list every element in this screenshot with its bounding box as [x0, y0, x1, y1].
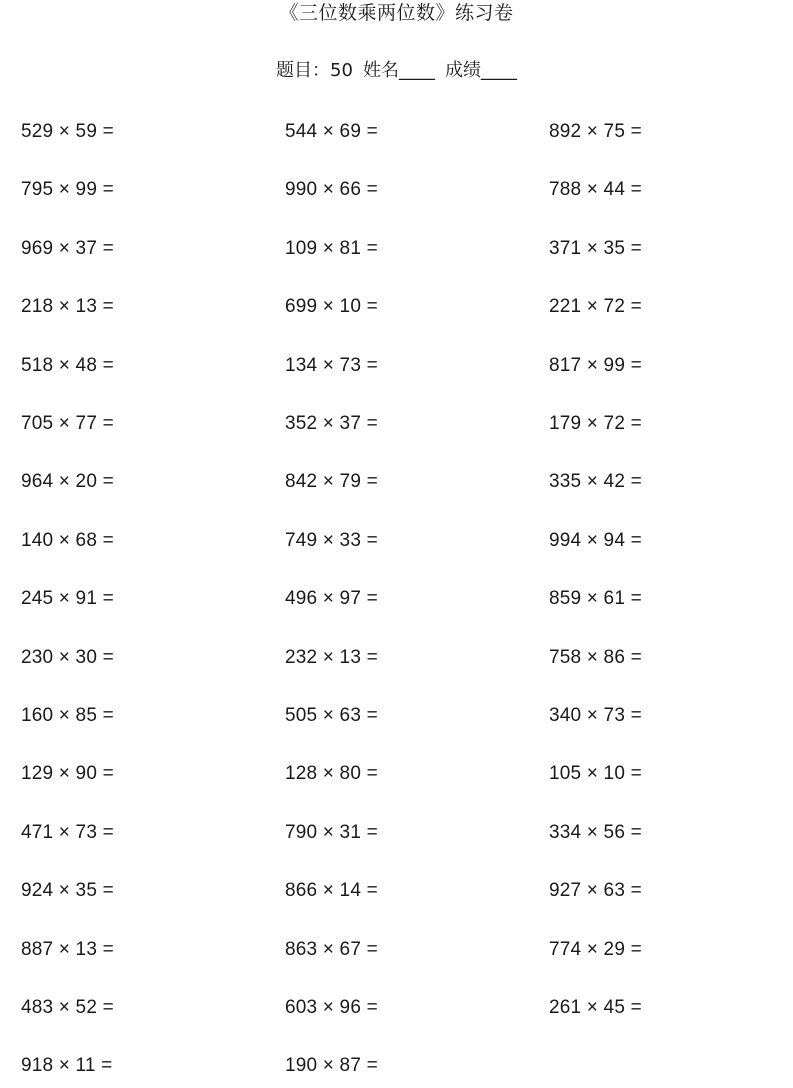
multiplication-problem: 340 × 73 = [549, 705, 642, 726]
multiplication-problem: 190 × 87 = [285, 1055, 378, 1077]
multiplication-problem: 335 × 42 = [549, 471, 642, 493]
multiplication-problem: 866 × 14 = [285, 880, 378, 902]
multiplication-problem: 529 × 59 = [21, 121, 114, 142]
multiplication-problem: 774 × 29 = [549, 938, 642, 960]
multiplication-problem: 245 × 91 = [21, 588, 114, 610]
multiplication-problem: 705 × 77 = [21, 413, 114, 434]
multiplication-problem: 179 × 72 = [549, 413, 642, 434]
multiplication-problem: 221 × 72 = [549, 296, 642, 318]
multiplication-problem: 518 × 48 = [21, 354, 114, 376]
multiplication-problem: 140 × 68 = [21, 529, 114, 551]
multiplication-problem: 160 × 85 = [21, 705, 114, 726]
multiplication-problem: 471 × 73 = [21, 821, 114, 843]
multiplication-problem: 699 × 10 = [285, 296, 378, 318]
multiplication-problem: 790 × 31 = [285, 821, 378, 843]
multiplication-problem: 603 × 96 = [285, 997, 378, 1018]
multiplication-problem: 924 × 35 = [21, 880, 114, 902]
multiplication-problem: 334 × 56 = [549, 821, 642, 843]
multiplication-problem: 964 × 20 = [21, 471, 114, 493]
multiplication-problem: 887 × 13 = [21, 938, 114, 960]
multiplication-problem: 261 × 45 = [549, 997, 642, 1018]
multiplication-problem: 505 × 63 = [285, 705, 378, 726]
multiplication-problem: 859 × 61 = [549, 588, 642, 610]
multiplication-problem: 134 × 73 = [285, 354, 378, 376]
multiplication-problem: 544 × 69 = [285, 121, 378, 142]
multiplication-problem: 990 × 66 = [285, 179, 378, 201]
multiplication-problem: 129 × 90 = [21, 763, 114, 785]
multiplication-problem: 218 × 13 = [21, 296, 114, 318]
multiplication-problem: 105 × 10 = [549, 763, 642, 785]
multiplication-problem: 128 × 80 = [285, 763, 378, 785]
multiplication-problem: 109 × 81 = [285, 237, 378, 259]
multiplication-problem: 788 × 44 = [549, 179, 642, 201]
multiplication-problem: 232 × 13 = [285, 646, 378, 668]
multiplication-problem: 969 × 37 = [21, 237, 114, 259]
multiplication-problem: 994 × 94 = [549, 529, 642, 551]
multiplication-problem: 483 × 52 = [21, 997, 114, 1018]
multiplication-problem: 918 × 11 = [21, 1055, 113, 1077]
score-field-label: 成绩____ [444, 60, 517, 81]
name-field-label: 姓名____ [362, 60, 435, 81]
multiplication-problem: 749 × 33 = [285, 529, 378, 551]
question-count-label: 题目：50 [276, 60, 353, 81]
worksheet-title: 《三位数乘两位数》练习卷 [279, 2, 514, 24]
multiplication-problem: 230 × 30 = [21, 646, 114, 668]
multiplication-problem: 927 × 63 = [549, 880, 642, 902]
multiplication-problem: 496 × 97 = [285, 588, 378, 610]
multiplication-problem: 758 × 86 = [549, 646, 642, 668]
multiplication-problem: 892 × 75 = [549, 121, 642, 142]
multiplication-problem: 817 × 99 = [549, 354, 642, 376]
multiplication-problem: 371 × 35 = [549, 237, 642, 259]
multiplication-problem: 842 × 79 = [285, 471, 378, 493]
multiplication-problem: 795 × 99 = [21, 179, 114, 201]
multiplication-problem: 352 × 37 = [285, 413, 378, 434]
multiplication-problem: 863 × 67 = [285, 938, 378, 960]
